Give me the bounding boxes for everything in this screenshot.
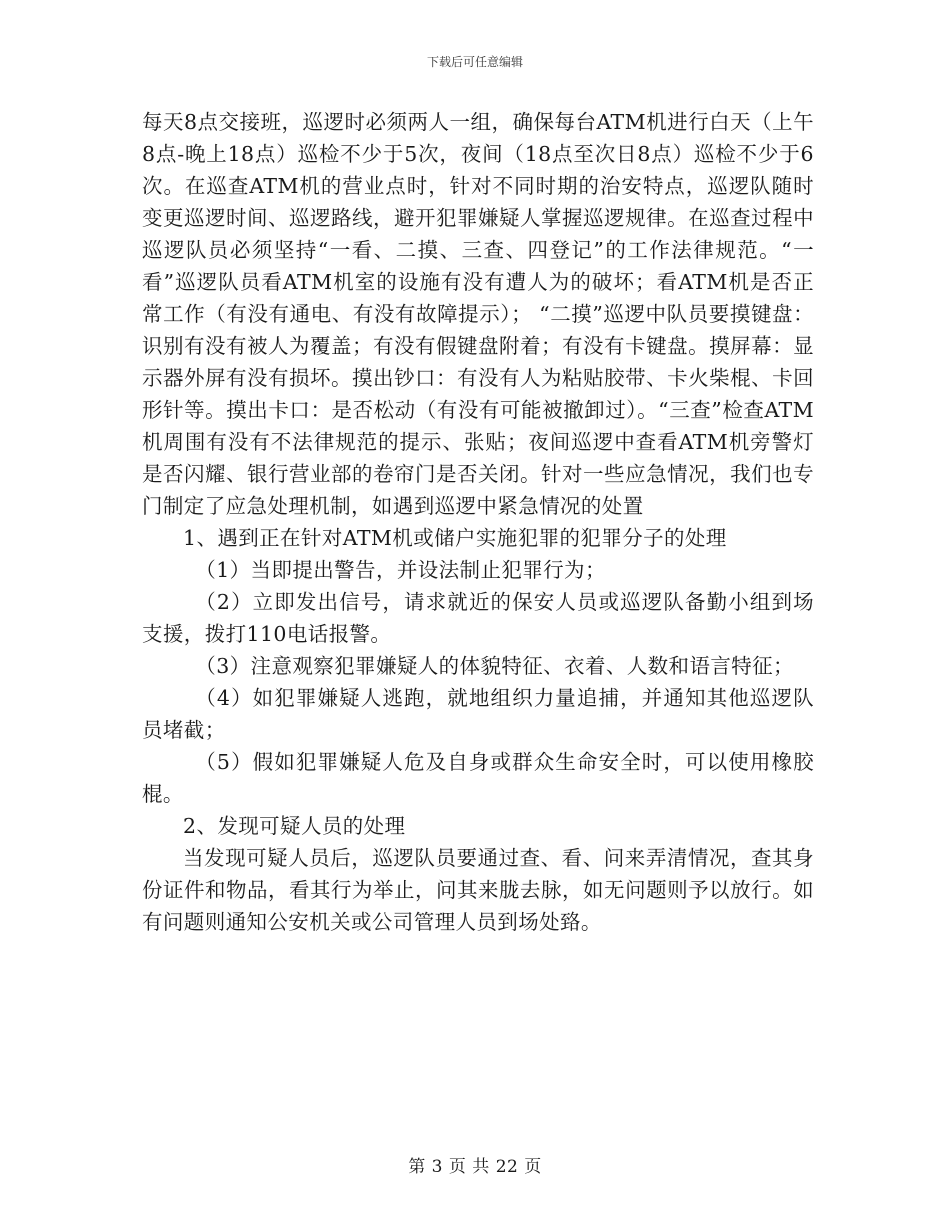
list-item-observe-suspect: （3）注意观察犯罪嫌疑人的体貌特征、衣着、人数和语言特征； [195,654,794,678]
page-header: 下载后可任意编辑 [426,55,523,69]
list-item-signal-support: （2）立即发出信号，请求就近的保安人员或巡逻队备勤小组到场支援，拨打110电话报警。 [142,590,814,646]
section-heading-crime-in-progress: 1、遇到正在针对ATM机或储户实施犯罪的犯罪分子的处理 [183,526,727,550]
section-heading-suspicious-persons: 2、发现可疑人员的处理 [183,814,406,838]
page-number-footer: 第 3 页 共 22 页 [408,1157,542,1177]
list-item-pursue-suspect: （4）如犯罪嫌疑人逃跑，就地组织力量追捕，并通知其他巡逻队员堵截； [142,686,814,742]
document-body [142,106,814,938]
list-item-use-baton: （5）假如犯罪嫌疑人危及自身或群众生命安全时，可以使用橡胶棍。 [142,750,814,806]
list-item-warning: （1）当即提出警告，并设法制止犯罪行为； [195,558,606,582]
paragraph-patrol-procedure: 每天8点交接班，巡逻时必须两人一组，确保每台ATM机进行白天（上午8点-晚上18点）巡检不少于5次，夜间（18点至次日8点）巡检不少于6次。在巡查ATM机的营业点时，针对不同时期的治安特点，巡逻队随时变更巡逻时间、巡逻路线，避开犯罪嫌疑人掌握巡逻规律。在巡查过程中巡逻队员必须坚持“一看、二摸、三查、四登记”的工作法律规范。“一看”巡逻队员看ATM机室的设施有没有遭人为的破坏；看ATM机是否正常工作（有没有通电、有没有故障提示）； “二摸”巡逻中队员要摸键盘：识别有没有被人为覆盖；有没有假键盘附着；有没有卡键盘。摸屏幕：显示器外屏有没有损坏。摸出钞口：有没有人为粘贴胶带、卡火柴棍、卡回形针等。摸出卡口：是否松动（有没有可能被撤卸过）。“三查”检查ATM机周围有没有不法律规范的提示、张贴；夜间巡逻中查看ATM机旁警灯是否闪耀、银行营业部的卷帘门是否关闭。针对一些应急情况，我们也专门制定了应急处理机制，如遇到巡逻中紧急情况的处置 [142,110,814,518]
paragraph-suspicious-persons: 当发现可疑人员后，巡逻队员要通过查、看、问来弄清情况，查其身份证件和物品，看其行为举止，问其来胧去脉，如无问题则予以放行。如有问题则通知公安机关或公司管理人员到场处臵。 [142,846,814,934]
